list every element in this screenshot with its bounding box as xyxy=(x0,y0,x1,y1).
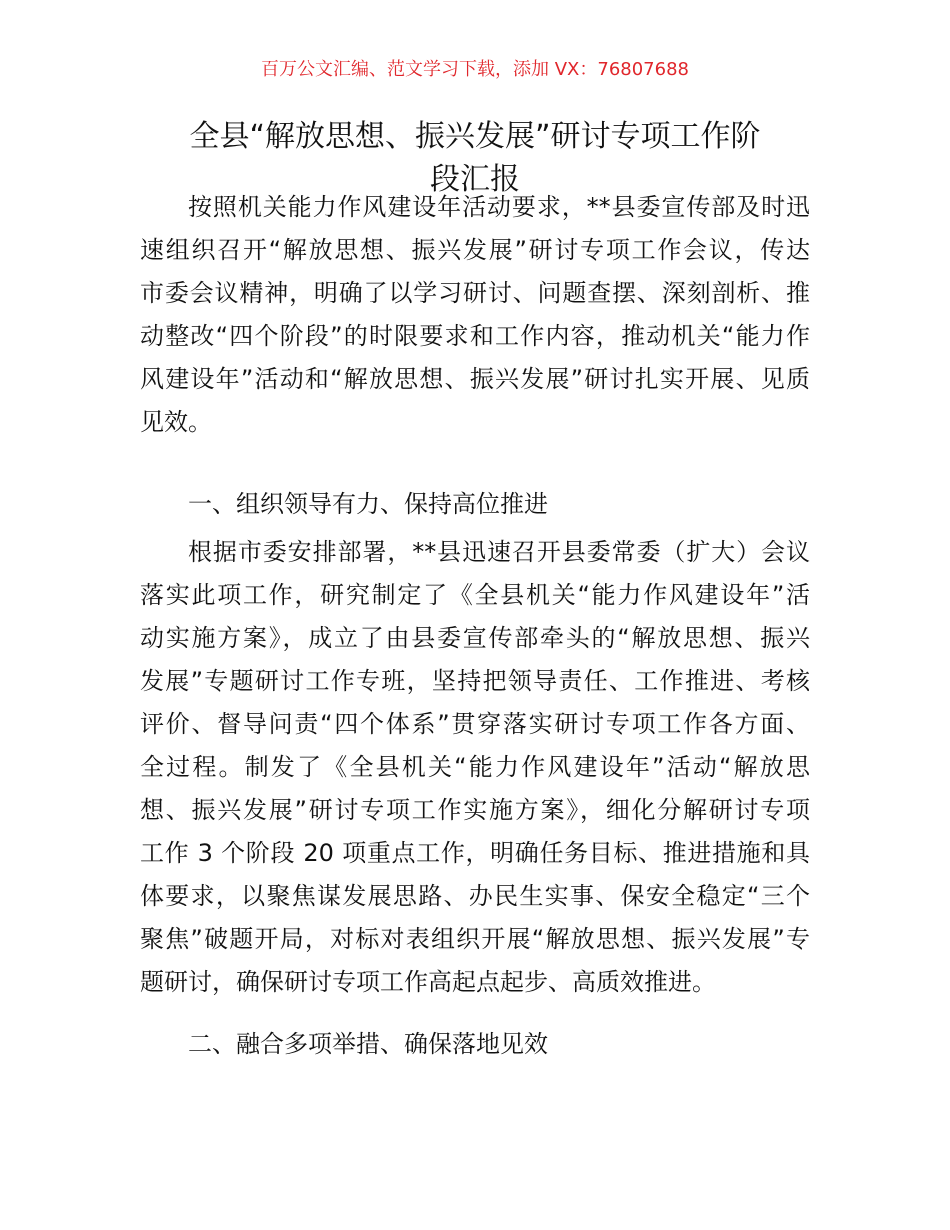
paragraph-line: 题研讨，确保研讨专项工作高起点起步、高质效推进。 xyxy=(140,968,716,996)
paragraph-line: 风建设年”活动和“解放思想、振兴发展”研讨扎实开展、见质 xyxy=(140,365,810,393)
paragraph-line: 落实此项工作，研究制定了《全县机关“能力作风建设年”活 xyxy=(140,581,810,609)
paragraph-line: 速组织召开“解放思想、振兴发展”研讨专项工作会议，传达 xyxy=(140,236,810,264)
paragraph-line: 体要求，以聚焦谋发展思路、办民生实事、保安全稳定“三个 xyxy=(140,882,810,910)
paragraph-section-1 xyxy=(140,531,810,1004)
paragraph-line: 聚焦”破题开局，对标对表组织开展“解放思想、振兴发展”专 xyxy=(140,925,810,953)
paragraph-line: 见效。 xyxy=(140,408,212,436)
paragraph-line: 按照机关能力作风建设年活动要求，**县委宣传部及时迅 xyxy=(188,193,810,221)
title-line-1: 全县“解放思想、振兴发展”研讨专项工作阶 xyxy=(189,119,761,154)
paragraph-intro xyxy=(140,186,810,444)
paragraph-line: 动整改“四个阶段”的时限要求和工作内容，推动机关“能力作 xyxy=(140,322,810,350)
paragraph-line: 根据市委安排部署，**县迅速召开县委常委（扩大）会议 xyxy=(188,538,810,566)
title-line-2: 段汇报 xyxy=(430,162,520,197)
section-heading-2: 二、融合多项举措、确保落地见效 xyxy=(188,1030,548,1058)
paragraph-line: 发展”专题研讨工作专班，坚持把领导责任、工作推进、考核 xyxy=(140,667,810,695)
paragraph-line: 工作 3 个阶段 20 项重点工作，明确任务目标、推进措施和具 xyxy=(140,839,810,867)
paragraph-line: 想、振兴发展”研讨专项工作实施方案》，细化分解研讨专项 xyxy=(140,796,810,824)
section-heading-1: 一、组织领导有力、保持高位推进 xyxy=(188,490,548,518)
watermark-banner: 百万公文汇编、范文学习下载，添加 VX：76807688 xyxy=(261,59,689,80)
paragraph-line: 动实施方案》，成立了由县委宣传部牵头的“解放思想、振兴 xyxy=(140,624,810,652)
paragraph-line: 评价、督导问责“四个体系”贯穿落实研讨专项工作各方面、 xyxy=(140,710,810,738)
paragraph-line: 市委会议精神，明确了以学习研讨、问题查摆、深刻剖析、推 xyxy=(140,279,810,307)
paragraph-line: 全过程。制发了《全县机关“能力作风建设年”活动“解放思 xyxy=(140,753,810,781)
